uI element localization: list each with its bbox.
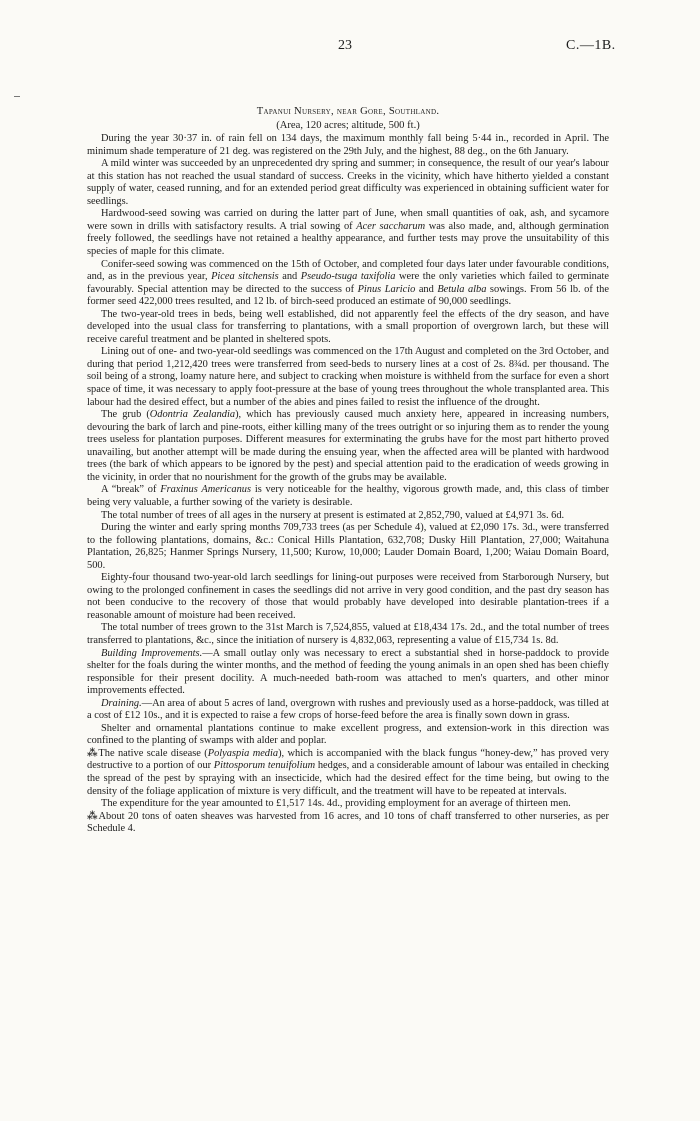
paragraph-totals-to-date: The total number of trees grown to the 31st March is 7,524,855, valued at £18,434 17s. 2d., and the total number of trees transferred to plantations, &c., since the initiation of nursery is 4,832,063, representing a value of £15,734 1s. 8d. bbox=[87, 622, 609, 646]
paragraph-building-improvements: Building Improvements.—A small outlay only was necessary to erect a substantial shed in horse-paddock to provide shelter for the foals during the winter months, and the method of feeding the young animals in an open shed has been chiefly responsible for their present docility. A much-needed bath-room was attached to men's quarters, and other minor improvements effected. bbox=[87, 647, 609, 697]
paragraph-transfers: During the winter and early spring months 709,733 trees (as per Schedule 4), valued at £2,090 17s. 3d., were transferred to the following plantations, domains, &c.: Conical Hills Plantation, 632,708; Dusky Hill Plantation, 27,000; Waitahuna Plantation, 26,825; Hanmer Springs Nursery, 11,500; Kurow, 10,000; Lauder Domain Board, 1,200; Waiau Domain Board, 500. bbox=[87, 522, 609, 571]
paragraph-scale-disease: ⁂The native scale disease (Polyaspia media), which is accompanied with the black fungus “honey-dew,” has proved very destructive to a portion of our Pittosporum tenuifolium hedges, and a considerable amount of labour was entailed in checking the spread of the pest by spraying with an insecticide, which had the desired effect for the time being, but owing to the density of the foliage application of mixture is very difficult, and the treatment will have to be repeated at intervals. bbox=[87, 747, 609, 797]
paragraph-shelter-plantations: Shelter and ornamental plantations continue to make excellent progress, and extension-work in this direction was confined to the planting of swamps with alder and poplar. bbox=[87, 722, 609, 747]
report-section bbox=[87, 106, 609, 836]
document-reference: C.—1B. bbox=[566, 38, 616, 53]
paragraph-larch-seedlings: Eighty-four thousand two-year-old larch seedlings for lining-out purposes were received from Starborough Nursery, but owing to the prolonged confinement in cases the seedlings did not arrive in very good condition, and the past dry season has not been conducive to the recovery of those that would probably have developed into desirable plantation-trees if a reasonable amount of moisture had been received. bbox=[87, 572, 609, 621]
paragraph-lining-out: Lining out of one- and two-year-old seedlings was commenced on the 17th August and completed on the 3rd October, and during that period 1,212,420 trees were transferred from seed-beds to nursery lines at a cost of 2s. 8¾d. per thousand. The soil being of a strong, loamy nature here, and subject to cracking when moisture is withheld from the surface for even a short space of time, it was necessary to apply foot-pressure at the base of young trees throughout the whole transplanted area. This labour had the desired effect, but a number of the abies and pines failed to resist the influence of the drought. bbox=[87, 346, 609, 408]
section-title: Tapanui Nursery, near Gore, Southland. bbox=[256, 106, 440, 117]
paragraph-two-year-trees: The two-year-old trees in beds, being well established, did not apparently feel the effects of the dry season, and have developed into the usual class for transferring to plantations, with a small proportion of overgrown larch, but these will receive careful treatment and be planted in sheltered spots. bbox=[87, 308, 609, 345]
paragraph-conifer-sowing: Conifer-seed sowing was commenced on the 15th of October, and completed four days later under favourable conditions, and, as in the previous year, Picea sitchensis and Pseudo-tsuga taxifolia were the only varieties which failed to germinate favourably. Special attention may be directed to the success of Pinus Laricio and Betula alba sowings. From 56 lb. of the former seed 422,000 trees resulted, and 12 lb. of birch-seed produced an estimate of 90,000 seedlings. bbox=[87, 258, 609, 308]
paragraph-dry-season: A mild winter was succeeded by an unprecedented dry spring and summer; in consequence, the result of our year's labour at this station has not reached the usual standard of success. Creeks in the vicinity, which have hitherto yielded a constant supply of water, ceased running, and for an extended period great difficulty was experienced in obtaining sufficient water for seedlings. bbox=[87, 158, 609, 207]
asterism-mark: ⁂ bbox=[87, 810, 98, 822]
paragraph-grub: The grub (Odontria Zealandia), which has previously caused much anxiety here, appeared in increasing numbers, devouring the bark of larch and pine-roots, either killing many of the trees outright or so injuring them as to render the young trees useless for plantation purposes. Different measures for exterminating the grubs have for the most part hitherto proved unavailing, but another attempt will be made during the ensuing year, when the affected area will be planted with hardwood trees (the bark of which appears to be ignored by the pest) and special attention paid to the eradication of weeds growing in the vicinity, in order that no nourishment for the growth of the grubs may be available. bbox=[87, 409, 609, 483]
page-header bbox=[0, 38, 700, 58]
paragraph-fraxinus: A “break” of Fraxinus Americanus is very noticeable for the healthy, vigorous growth made, and, this class of timber being very valuable, a further sowing of the variety is desirable. bbox=[87, 484, 609, 508]
paragraph-total-trees: The total number of trees of all ages in the nursery at present is estimated at 2,852,790, valued at £4,971 3s. 6d. bbox=[101, 509, 565, 521]
paragraph-draining: Draining.—An area of about 5 acres of land, overgrown with rushes and previously used as a horse-paddock, was tilled at a cost of £12 10s., and it is expected to raise a few crops of horse-feed before the area is finally sown down in grass. bbox=[87, 697, 609, 722]
margin-mark bbox=[14, 96, 20, 97]
paragraph-expenditure: The expenditure for the year amounted to £1,517 14s. 4d., providing employment for an average of thirteen men. bbox=[101, 798, 571, 810]
asterism-mark: ⁂ bbox=[87, 747, 98, 759]
section-subtitle: (Area, 120 acres; altitude, 500 ft.) bbox=[276, 119, 420, 131]
page-number: 23 bbox=[338, 38, 352, 53]
paragraph-rainfall: During the year 30·37 in. of rain fell on 134 days, the maximum monthly fall being 5·44 in., recorded in April. The minimum shade temperature of 21 deg. was registered on the 29th July, and the highest, 88 deg., on the 6th January. bbox=[87, 133, 609, 157]
paragraph-hardwood-sowing: Hardwood-seed sowing was carried on during the latter part of June, when small quantities of oak, ash, and sycamore were sown in drills with satisfactory results. A trial sowing of Acer saccharum was also made, and, although germination freely followed, the seedlings have not retained a healthy appearance, and further tests may prove the unsuitability of this species of maple for this climate. bbox=[87, 208, 610, 258]
paragraph-harvest: ⁂About 20 tons of oaten sheaves was harvested from 16 acres, and 10 tons of chaff transferred to other nurseries, as per Schedule 4. bbox=[87, 810, 609, 835]
